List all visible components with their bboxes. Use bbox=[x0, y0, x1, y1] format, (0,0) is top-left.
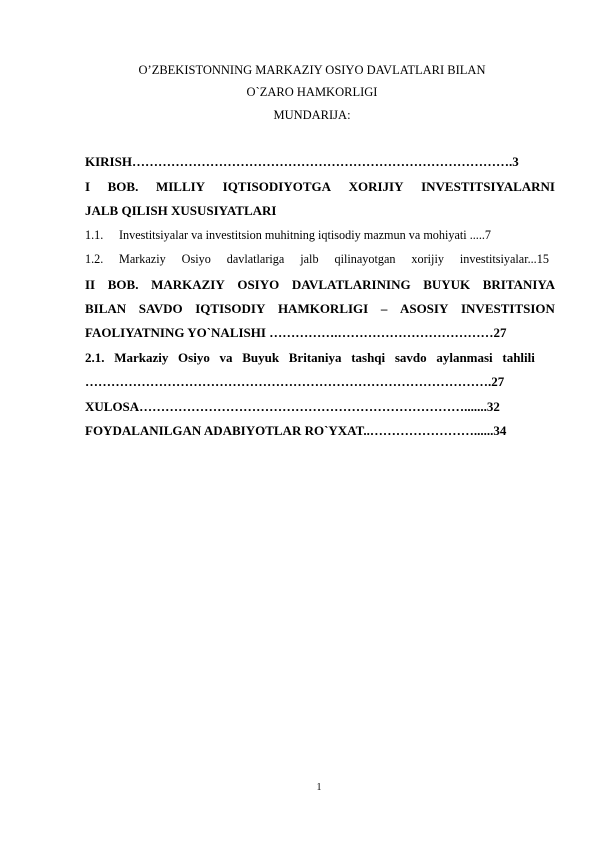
toc-word: BOB. bbox=[107, 179, 139, 194]
toc-word: MILLIY bbox=[155, 179, 206, 194]
toc-word: BRITANIYA bbox=[482, 277, 555, 292]
toc-word: ASOSIY bbox=[399, 301, 449, 316]
toc-word: SAVDO bbox=[138, 301, 183, 316]
toc-word: xorijiy bbox=[411, 252, 444, 266]
toc-word: OSIYO bbox=[237, 277, 280, 292]
toc-word: INVESTITSION bbox=[460, 301, 555, 316]
toc-word: davlatlariga bbox=[226, 252, 285, 266]
toc-word: Osiyo bbox=[178, 350, 210, 365]
toc-word: II bbox=[85, 277, 96, 292]
toc-word: Buyuk bbox=[242, 350, 280, 365]
toc-entry-chapter-2-line-2[interactable] bbox=[85, 300, 555, 317]
toc-word: MARKAZIY bbox=[151, 277, 225, 292]
toc-word: tahlili bbox=[502, 350, 535, 365]
toc-word: IQTISODIYOTGA bbox=[222, 179, 332, 194]
toc-entry-kirish[interactable]: KIRISH…………………………………………………………………………….3 bbox=[85, 154, 519, 169]
toc-word: – bbox=[380, 301, 388, 316]
toc-word: tashqi bbox=[351, 350, 386, 365]
toc-entry-section-2-1-leader[interactable]: ………………………………………………………………………………….27 bbox=[85, 374, 505, 389]
toc-entry-section-2-1[interactable] bbox=[85, 349, 555, 366]
toc-entry-chapter-1-line-2[interactable]: JALB QILISH XUSUSIYATLARI bbox=[85, 203, 277, 218]
toc-word: Britaniya bbox=[288, 350, 342, 365]
toc-entry-chapter-1-line-1[interactable] bbox=[85, 178, 555, 195]
toc-word: savdo bbox=[394, 350, 427, 365]
toc-word: va bbox=[219, 350, 233, 365]
document-title-line-2: O`ZARO HAMKORLIGI bbox=[246, 85, 378, 99]
toc-entry-chapter-2-line-1[interactable] bbox=[85, 276, 555, 293]
toc-word: HAMKORLIGI bbox=[277, 301, 369, 316]
toc-word: BILAN bbox=[85, 301, 127, 316]
toc-word: aylanmasi bbox=[436, 350, 493, 365]
section-number: 1.1. bbox=[85, 228, 104, 242]
toc-word: Osiyo bbox=[181, 252, 211, 266]
toc-word: XORIJIY bbox=[348, 179, 404, 194]
toc-entry-chapter-2-line-3[interactable]: FAOLIYATNING YO`NALISHI …………….………………………………27 bbox=[85, 325, 507, 340]
document-title-line-1: O’ZBEKISTONNING MARKAZIY OSIYO DAVLATLARI BILAN bbox=[138, 63, 486, 77]
toc-word: IQTISODIY bbox=[195, 301, 266, 316]
toc-word: BOB. bbox=[107, 277, 139, 292]
section-number: 1.2. bbox=[85, 252, 104, 266]
toc-word: investitsiyalar...15 bbox=[459, 252, 549, 266]
toc-entry-references[interactable]: FOYDALANILGAN ADABIYOTLAR RO`YXAT..……………………......34 bbox=[85, 423, 507, 438]
toc-word: BUYUK bbox=[423, 277, 471, 292]
toc-word: jalb bbox=[300, 252, 319, 266]
contents-heading: MUNDARIJA: bbox=[273, 108, 351, 122]
toc-word: Markaziy bbox=[119, 252, 166, 266]
section-title: Investitsiyalar va investitsion muhitning iqtisodiy mazmun va mohiyati .....7 bbox=[119, 228, 492, 242]
toc-entry-section-1-1[interactable] bbox=[85, 227, 555, 244]
page-number: 1 bbox=[316, 782, 322, 793]
toc-entry-section-1-2[interactable] bbox=[85, 251, 555, 268]
toc-entry-xulosa[interactable]: XULOSA………………………………………………………………….......32 bbox=[85, 399, 500, 414]
toc-word: qilinayotgan bbox=[334, 252, 396, 266]
toc-word: INVESTITSIYALARNI bbox=[421, 179, 555, 194]
toc-word: 2.1. bbox=[85, 350, 105, 365]
toc-word: I bbox=[85, 179, 91, 194]
toc-word: DAVLATLARINING bbox=[291, 277, 411, 292]
toc-word: Markaziy bbox=[114, 350, 169, 365]
